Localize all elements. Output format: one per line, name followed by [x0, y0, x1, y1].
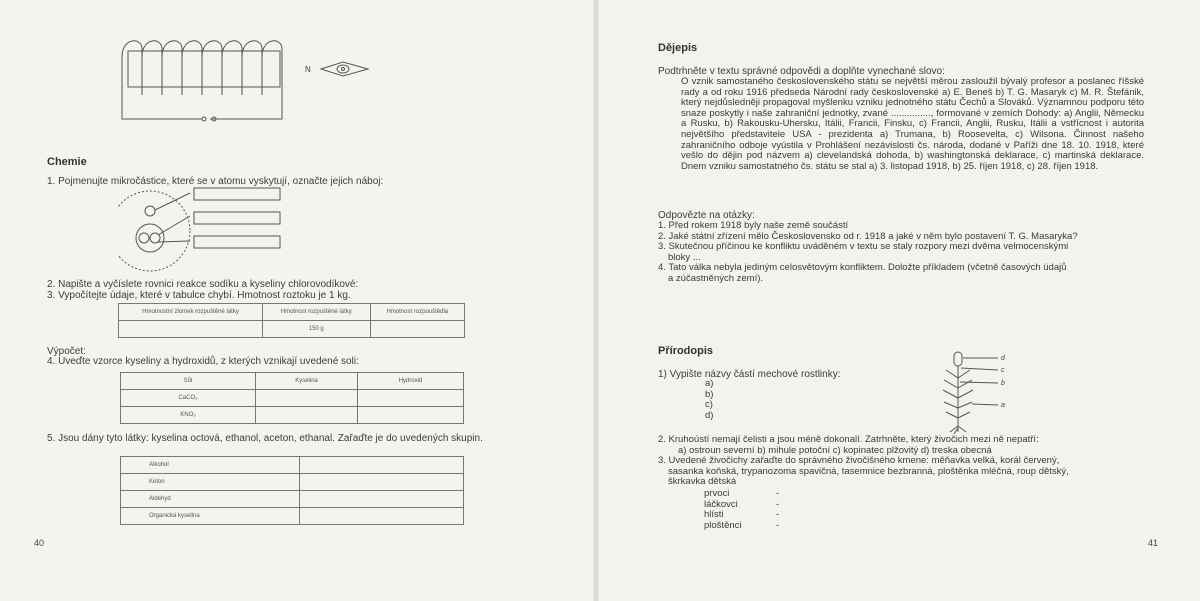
- list-item: a zúčastněných zemí).: [668, 272, 764, 284]
- prirodopis-questions: [658, 435, 1069, 488]
- prirodopis-question-1: 1) Vypište názvy částí mechové rostlinky:: [658, 369, 841, 380]
- substances-table: [120, 456, 464, 525]
- table-cell: [300, 508, 464, 525]
- table-cell: KNO₃: [121, 407, 256, 424]
- table-cell: Aldehyd: [121, 491, 300, 508]
- list-item: 3. Uvedené živočichy zařaďte do správného živočišného kmene: měňavka velká, korál červený,: [658, 455, 1060, 467]
- list-item: prvoci -: [704, 488, 780, 499]
- list-item: 3. Skutečnou příčinou ke konfliktu uváděném v textu se staly rozpory mezi dvěma velmocenskými: [658, 241, 1069, 253]
- list-item: ploštěnci -: [704, 519, 780, 531]
- table-cell: [119, 321, 263, 338]
- table-cell: [300, 457, 464, 474]
- salts-table: [120, 372, 464, 424]
- book-gutter: [593, 0, 599, 601]
- list-item: d): [705, 409, 714, 421]
- moss-parts-options: [705, 379, 713, 421]
- chemie-question-5: 5. Jsou dány tyto látky: kyselina octová, ethanol, aceton, ethanal. Zařaďte je do uvedených skupin.: [47, 433, 483, 444]
- list-item: c): [705, 399, 713, 411]
- magnet-north-label: N: [305, 65, 311, 74]
- table-cell: [256, 407, 358, 424]
- dejepis-paragraph: O vznik samostaného československého státu se největší měrou zasloužil bývalý profesor a poslanec říšské rady a od roku 1916 předseda Národní rady československé a) E. Beneš b) T. G. Masaryk c) M. R. Štefánik, který nejdůsledněji propagoval myšlenku vzniku jednotného státu Čechů a Slováků. Významnou podporu této snaze poskytly i naše zahraniční jednotky, zvané ..............., formované v zemích Dohody: a) Anglii, Německu a Rusku, b) Rakousku-Uhersku, Itálii, Francii, Finsku, c) Francii, Anglii, Rusku, Itálii a vstřícnost i autorita největšího představitele USA - prezidenta a) Trumana, b) Roosevelta, c) Wilsona. Činnost našeho zahraničního odboje vyústila v Prohlášení nezávislosti čs. národa, dodané v Paříži dne 18. 10. 1918, které vešlo do dějin pod názvem a) clevelandská dohoda, b) washingtonská deklarace, c) martinská deklarace. Dnem vzniku samostatného čs. státu se stal a) 3. listopad 1918, b) 25. říjen 1918, c) 28. říjen 1918.: [681, 76, 1144, 172]
- table-cell: [300, 474, 464, 491]
- list-item: a) ostroun severní b) mihule potoční c) kopinatec plžovitý d) treska obecná: [678, 444, 992, 456]
- plant-label-a: a: [1001, 402, 1005, 409]
- list-item: 2. Kruhoústí nemají čelisti a jsou méně dokonalí. Zatrhněte, který živočich mezi ně nepatří:: [658, 434, 1039, 445]
- table-cell: 150 g: [262, 321, 370, 338]
- table-header: Hmotnostní zlomek rozpuštěné látky: [119, 304, 263, 321]
- table-header: Hmotnost rozpuštěné látky: [262, 304, 370, 321]
- dejepis-questions: [658, 221, 1078, 285]
- table-header: Sůl: [121, 373, 256, 390]
- page-number-right: 41: [1148, 538, 1159, 548]
- list-item: škrkavka dětská: [668, 476, 737, 488]
- list-item: b): [705, 388, 714, 400]
- list-item: 4. Tato válka nebyla jediným celosvětovým konfliktem. Doložte příkladem (včetně časových údajů: [658, 262, 1067, 274]
- plant-label-b: b: [1001, 380, 1005, 387]
- chemie-question-2: 2. Napište a vyčíslete rovnici reakce sodíku a kyseliny chlorovodíkové:: [47, 279, 359, 290]
- table-header: Hmotnost rozpouštědla: [370, 304, 464, 321]
- chemie-question-1: 1. Pojmenujte mikročástice, které se v atomu vyskytují, označte jejich náboj:: [47, 176, 384, 187]
- table-cell: [370, 321, 464, 338]
- dejepis-questions-intro: Odpovězte na otázky:: [658, 210, 755, 221]
- list-item: a): [705, 378, 714, 389]
- table-cell: [358, 407, 464, 424]
- table-header: Kyselina: [256, 373, 358, 390]
- table-cell: Alkohol: [121, 457, 300, 474]
- electromagnet-diagram: [110, 35, 390, 127]
- list-item: 2. Jaké státní zřízení mělo Československo od r. 1918 a jaké v něm bylo postavení T. G. Masaryka?: [658, 230, 1078, 242]
- table-cell: CaCO₃: [121, 390, 256, 407]
- plant-label-c: c: [1001, 367, 1005, 374]
- moss-plant-diagram: [930, 350, 1012, 434]
- table-cell: [358, 390, 464, 407]
- table-cell: Keton: [121, 474, 300, 491]
- list-item: láčkovci -: [704, 498, 780, 510]
- atom-diagram: [118, 186, 298, 278]
- table-cell: Organická kyselina: [121, 508, 300, 525]
- chemie-heading: Chemie: [47, 156, 87, 168]
- list-item: sasanka koňská, trypanozoma spavičná, tasemnice bezbranná, ploštěnka mléčná, roup dětský,: [668, 465, 1069, 477]
- chemie-question-4: 4. Uveďte vzorce kyseliny a hydroxidů, z kterých vznikají uvedené soli:: [47, 356, 359, 367]
- dejepis-heading: Dějepis: [658, 42, 698, 54]
- list-item: 1. Před rokem 1918 byly naše země součástí: [658, 220, 849, 231]
- animal-groups: [704, 489, 779, 531]
- table-header: Hydroxid: [358, 373, 464, 390]
- prirodopis-heading: Přírodopis: [658, 345, 714, 357]
- chemie-question-3: 3. Vypočítejte údaje, které v tabulce chybí. Hmotnost roztoku je 1 kg.: [47, 290, 351, 301]
- list-item: hlísti -: [704, 509, 780, 521]
- list-item: bloky ...: [668, 251, 701, 263]
- table-cell: [300, 491, 464, 508]
- page-number-left: 40: [34, 538, 45, 548]
- dejepis-intro: Podtrhněte v textu správné odpovědi a doplňte vynechané slovo:: [658, 66, 945, 77]
- plant-label-d: d: [1001, 355, 1005, 362]
- table-cell: [256, 390, 358, 407]
- solution-table: [118, 303, 465, 338]
- vypocet-label: Výpočet:: [47, 346, 86, 357]
